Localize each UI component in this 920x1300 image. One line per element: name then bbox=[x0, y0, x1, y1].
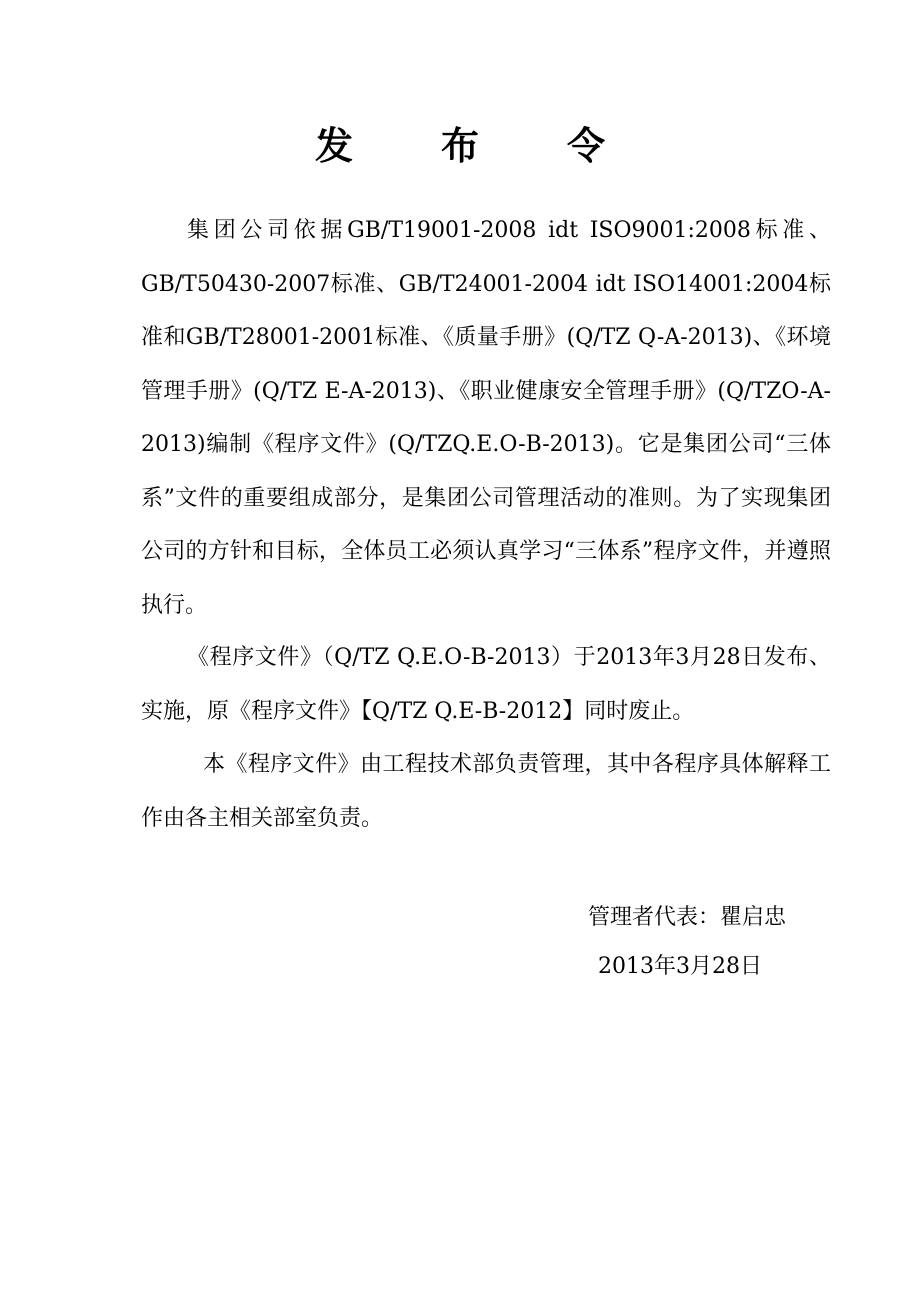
document-title: 发布令 bbox=[314, 124, 693, 168]
paragraph-basis: 集团公司依据GB/T19001-2008 idt ISO9001:2008标准、GB/T50430-2007标准、GB/T24001-2004 idt ISO14001:2004标准和GB/T28001-2001标准、《质量手册》(Q/TZ Q-A-2013)、《环境管理手册》(Q/TZ E-A-2013)、《职业健康安全管理手册》(Q/TZO-A-2013)编制《程序文件》(Q/TZQ.E.O-B-2013)。它是集团公司“三体系”文件的重要组成部分，是集团公司管理活动的准则。为了实现集团公司的方针和目标，全体员工必须认真学习“三体系”程序文件，并遵照执行。 bbox=[141, 218, 831, 618]
paragraph-management: 本《程序文件》由工程技术部负责管理，其中各程序具体解释工作由各主相关部室负责。 bbox=[141, 752, 831, 831]
signature-representative: 管理者代表：瞿启忠 bbox=[588, 905, 787, 930]
signature-date: 2013年3月28日 bbox=[598, 954, 762, 979]
paragraph-release: 《程序文件》（Q/TZ Q.E.O-B-2013）于2013年3月28日发布、实施，原《程序文件》【Q/TZ Q.E-B-2012】同时废止。 bbox=[141, 645, 831, 724]
